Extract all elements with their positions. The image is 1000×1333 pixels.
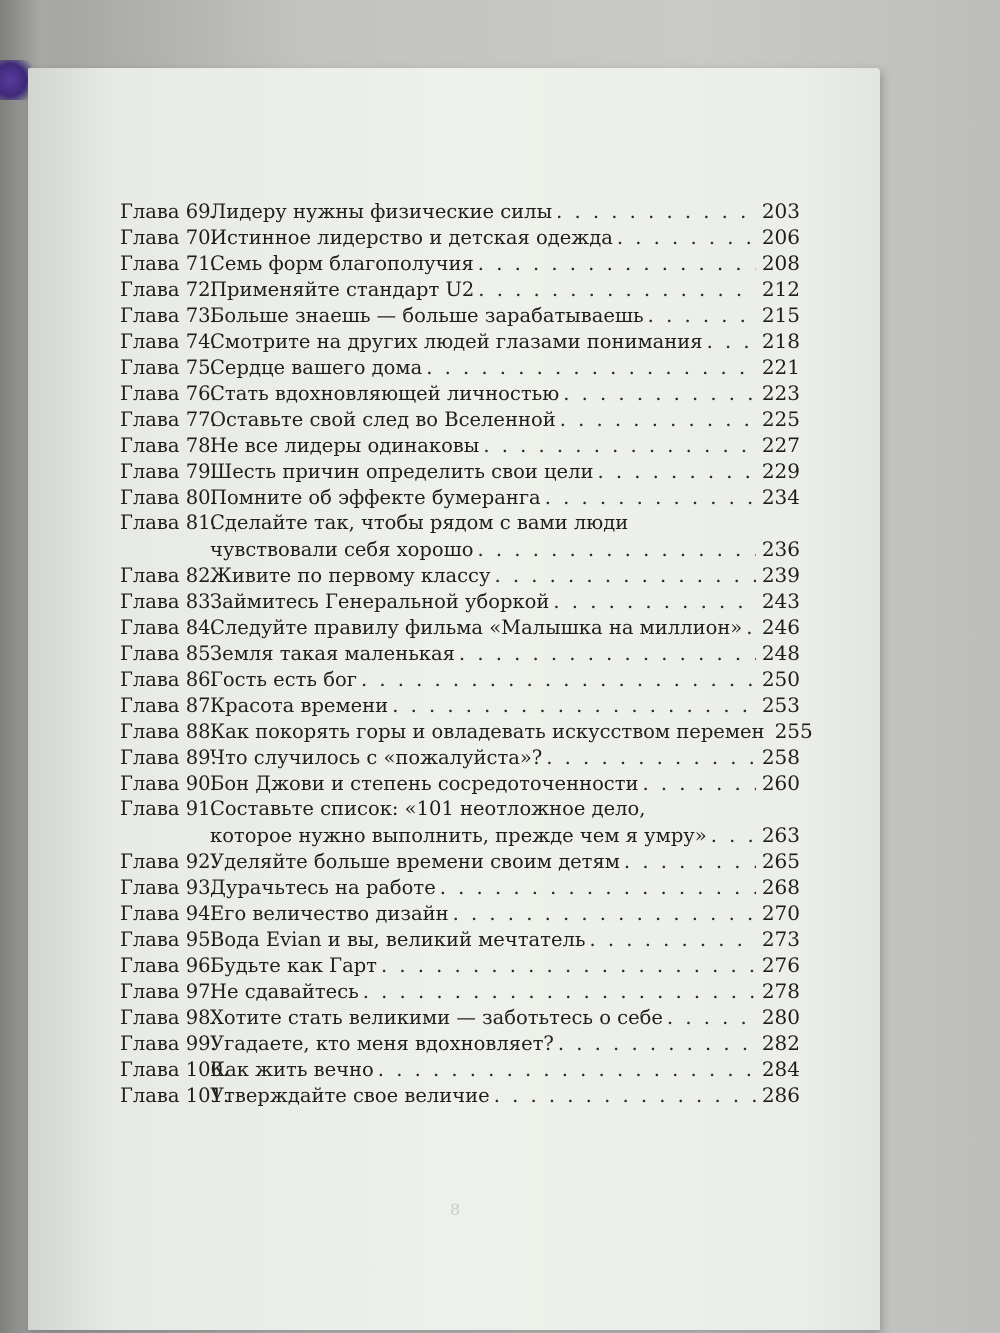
dot-leader	[392, 693, 756, 719]
toc-row	[120, 744, 800, 770]
chapter-title: Лидеру нужны физические силы	[210, 200, 553, 223]
toc-row	[120, 874, 800, 900]
chapter-number: Глава 93.	[120, 876, 217, 899]
chapter-number: Глава 98.	[120, 1006, 217, 1029]
chapter-number: Глава 94.	[120, 902, 217, 925]
dot-leader	[478, 537, 756, 563]
chapter-title: Следуйте правилу фильма «Малышка на миллион»	[210, 616, 743, 639]
page-number: 234	[761, 485, 800, 509]
dot-leader	[483, 433, 756, 459]
toc-row	[120, 666, 800, 692]
toc-row	[120, 536, 800, 562]
page-number: 221	[761, 355, 800, 379]
page-number: 229	[761, 459, 800, 483]
dot-leader	[556, 199, 756, 225]
dot-leader	[478, 251, 756, 277]
chapter-title: Дурачьтесь на работе	[210, 876, 436, 899]
toc-row	[120, 640, 800, 666]
toc-row	[120, 1004, 800, 1030]
page-number-footer: 8	[450, 1200, 461, 1219]
toc-row	[120, 458, 800, 484]
page-number: 278	[761, 979, 800, 1003]
page-number: 265	[761, 849, 800, 873]
chapter-title: Что случилось с «пожалуйста»?	[210, 746, 543, 769]
chapter-title: Хотите стать великими — заботьтесь о себе	[210, 1006, 663, 1029]
chapter-number: Глава 77.	[120, 408, 217, 431]
toc-row	[120, 562, 800, 588]
chapter-title: Как жить вечно	[210, 1058, 374, 1081]
chapter-number: Глава 72.	[120, 278, 217, 301]
chapter-number: Глава 101.	[120, 1084, 230, 1107]
dot-leader	[440, 875, 756, 901]
dot-leader	[494, 1083, 756, 1109]
page-number: 243	[761, 589, 800, 613]
toc-row	[120, 510, 800, 536]
page-number: 273	[761, 927, 800, 951]
toc-row	[120, 432, 800, 458]
chapter-number: Глава 99.	[120, 1032, 217, 1055]
page-number: 208	[761, 251, 800, 275]
toc-row	[120, 484, 800, 510]
table-of-contents	[120, 198, 813, 1108]
page-number: 206	[761, 225, 800, 249]
toc-row	[120, 952, 800, 978]
chapter-number: Глава 88.	[120, 720, 217, 743]
chapter-number: Глава 87.	[120, 694, 217, 717]
page-number: 223	[761, 381, 800, 405]
page-number: 250	[761, 667, 800, 691]
page-number: 236	[761, 537, 800, 561]
toc-row	[120, 328, 800, 354]
chapter-title: Как покорять горы и овладевать искусством перемен	[210, 720, 765, 743]
chapter-number: Глава 86.	[120, 668, 217, 691]
toc-row	[120, 692, 800, 718]
page-number: 215	[761, 303, 800, 327]
toc-row	[120, 978, 800, 1004]
chapter-title: Стать вдохновляющей личностью	[210, 382, 560, 405]
dot-leader	[426, 355, 756, 381]
dot-leader	[560, 407, 756, 433]
toc-row	[120, 1056, 800, 1082]
dot-leader	[545, 485, 756, 511]
chapter-number: Глава 85.	[120, 642, 217, 665]
dot-leader	[711, 823, 756, 849]
page-number: 280	[761, 1005, 800, 1029]
dot-leader	[546, 745, 756, 771]
chapter-title: Не все лидеры одинаковы	[210, 434, 480, 457]
chapter-title: Утверждайте свое величие	[210, 1084, 490, 1107]
page-number: 258	[761, 745, 800, 769]
dot-leader	[381, 953, 756, 979]
chapter-number: Глава 71.	[120, 252, 217, 275]
page-number: 286	[761, 1083, 800, 1107]
chapter-number: Глава 79.	[120, 460, 217, 483]
dot-leader	[707, 329, 756, 355]
chapter-number: Глава 70.	[120, 226, 217, 249]
toc-row	[120, 1030, 800, 1056]
chapter-number: Глава 100.	[120, 1058, 230, 1081]
toc-row	[120, 250, 800, 276]
chapter-title: Его величество дизайн	[210, 902, 449, 925]
chapter-title: которое нужно выполнить, прежде чем я умру»	[210, 824, 707, 847]
chapter-title: чувствовали себя хорошо	[210, 538, 474, 561]
page-number: 268	[761, 875, 800, 899]
chapter-title: Угадаете, кто меня вдохновляет?	[210, 1032, 554, 1055]
page-number: 284	[761, 1057, 800, 1081]
dot-leader	[667, 1005, 756, 1031]
toc-row	[120, 380, 800, 406]
dot-leader	[643, 771, 756, 797]
chapter-title: Помните об эффекте бумеранга	[210, 486, 541, 509]
page-number: 246	[761, 615, 800, 639]
toc-row	[120, 588, 800, 614]
dot-leader	[563, 381, 756, 407]
page-number: 239	[761, 563, 800, 587]
chapter-number: Глава 73.	[120, 304, 217, 327]
chapter-number: Глава 69.	[120, 200, 217, 223]
chapter-title: Семь форм благополучия	[210, 252, 474, 275]
dot-leader	[459, 641, 756, 667]
chapter-number: Глава 92.	[120, 850, 217, 873]
chapter-number: Глава 84.	[120, 616, 217, 639]
page-number: 255	[774, 719, 813, 743]
toc-row	[120, 848, 800, 874]
toc-row	[120, 276, 800, 302]
toc-row	[120, 354, 800, 380]
dot-leader	[597, 459, 755, 485]
chapter-title: Уделяйте больше времени своим детям	[210, 850, 620, 873]
page-number: 263	[761, 823, 800, 847]
page-number: 212	[761, 277, 800, 301]
toc-row	[120, 614, 800, 640]
page-number: 276	[761, 953, 800, 977]
chapter-title: Оставьте свой след во Вселенной	[210, 408, 556, 431]
dot-leader	[553, 589, 755, 615]
chapter-number: Глава 82.	[120, 564, 217, 587]
toc-row	[120, 926, 800, 952]
chapter-number: Глава 75.	[120, 356, 217, 379]
chapter-number: Глава 95.	[120, 928, 217, 951]
toc-row	[120, 770, 800, 796]
toc-row	[120, 224, 800, 250]
toc-row	[120, 718, 813, 744]
chapter-title: Больше знаешь — больше зарабатываешь	[210, 304, 644, 327]
toc-row	[120, 302, 800, 328]
page-number: 260	[761, 771, 800, 795]
chapter-title: Бон Джови и степень сосредоточенности	[210, 772, 639, 795]
page-number: 218	[761, 329, 800, 353]
toc-row	[120, 198, 800, 224]
chapter-number: Глава 80.	[120, 486, 217, 509]
dot-leader	[746, 615, 756, 641]
dot-leader	[361, 667, 756, 693]
toc-row	[120, 796, 800, 822]
chapter-number: Глава 74.	[120, 330, 217, 353]
chapter-number: Глава 91.	[120, 797, 217, 820]
dot-leader	[453, 901, 756, 927]
chapter-title: Живите по первому классу	[210, 564, 491, 587]
chapter-number: Глава 83.	[120, 590, 217, 613]
chapter-number: Глава 89.	[120, 746, 217, 769]
chapter-number: Глава 81.	[120, 511, 217, 534]
dot-leader	[478, 277, 756, 303]
chapter-number: Глава 76.	[120, 382, 217, 405]
toc-row	[120, 1082, 800, 1108]
toc-row	[120, 822, 800, 848]
chapter-title: Красота времени	[210, 694, 389, 717]
chapter-title: Будьте как Гарт	[210, 954, 377, 977]
chapter-title: Займитесь Генеральной уборкой	[210, 590, 550, 613]
dot-leader	[378, 1057, 756, 1083]
chapter-number: Глава 90.	[120, 772, 217, 795]
chapter-title: Смотрите на других людей глазами понимания	[210, 330, 703, 353]
dot-leader	[494, 563, 755, 589]
dot-leader	[624, 849, 756, 875]
page-number: 203	[761, 199, 800, 223]
dot-leader	[648, 303, 756, 329]
page-number: 282	[761, 1031, 800, 1055]
chapter-number: Глава 97.	[120, 980, 217, 1003]
chapter-title: Шесть причин определить свои цели	[210, 460, 594, 483]
page-number: 248	[761, 641, 800, 665]
chapter-title: Гость есть бог	[210, 668, 357, 691]
chapter-title: Истинное лидерство и детская одежда	[210, 226, 613, 249]
dot-leader	[590, 927, 756, 953]
chapter-title: Сердце вашего дома	[210, 356, 423, 379]
chapter-title: Применяйте стандарт U2	[210, 278, 475, 301]
chapter-title: Вода Evian и вы, великий мечтатель	[210, 928, 586, 951]
dot-leader	[617, 225, 756, 251]
chapter-number: Глава 78.	[120, 434, 217, 457]
dot-leader	[363, 979, 756, 1005]
toc-row	[120, 406, 800, 432]
chapter-title: Сделайте так, чтобы рядом с вами люди	[210, 511, 629, 534]
chapter-title: Земля такая маленькая	[210, 642, 455, 665]
dot-leader	[558, 1031, 756, 1057]
page-number: 225	[761, 407, 800, 431]
chapter-title: Не сдавайтесь	[210, 980, 359, 1003]
chapter-number: Глава 96.	[120, 954, 217, 977]
page-number: 270	[761, 901, 800, 925]
page-number: 227	[761, 433, 800, 457]
toc-row	[120, 900, 800, 926]
page-number: 253	[761, 693, 800, 717]
chapter-title: Составьте список: «101 неотложное дело,	[210, 797, 646, 820]
